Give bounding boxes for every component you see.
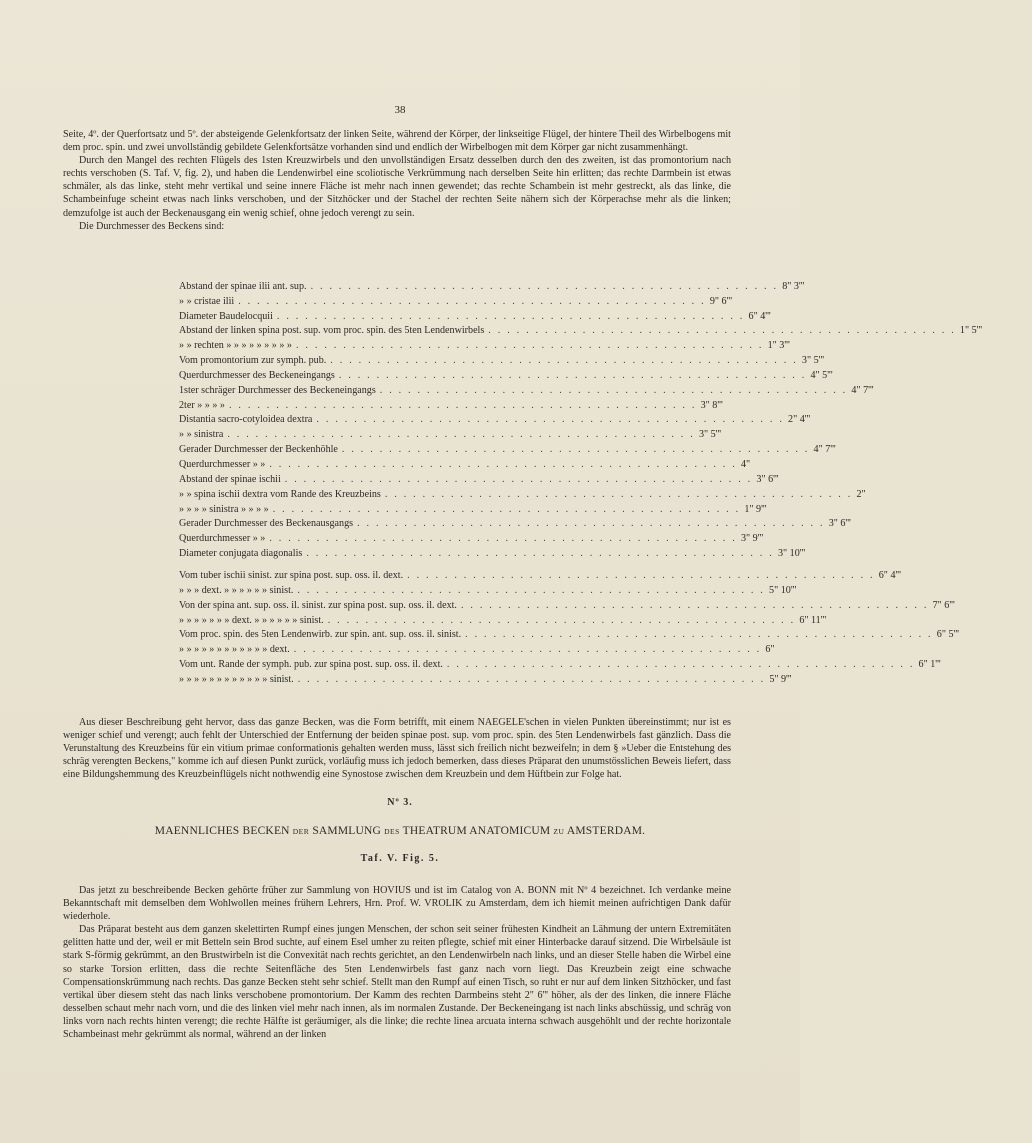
- leader-dots: . . . . . . . . . . . . . . . . . . . . . . . . . . . . . . . . . . . . . . . . . . . . . . . . . .: [384, 488, 853, 500]
- leader-dots: . . . . . . . . . . . . . . . . . . . . . . . . . . . . . . . . . . . . . . . . . . . . . . . . . .: [465, 629, 933, 641]
- measurements-table-a: [179, 277, 983, 560]
- measurement-row: [179, 292, 733, 307]
- measurement-label: » » » dext. » » » » » » sinist.: [179, 584, 294, 596]
- leader-dots: . . . . . . . . . . . . . . . . . . . . . . . . . . . . . . . . . . . . . . . . . . . . . . . . . .: [228, 399, 697, 411]
- leader-dots: . . . . . . . . . . . . . . . . . . . . . . . . . . . . . . . . . . . . . . . . . . . . . . . . . .: [379, 384, 848, 396]
- measurement-row: [179, 322, 983, 337]
- measurement-label: » » rechten » » » » » » » » »: [179, 340, 292, 352]
- measurement-label: Querdurchmesser des Beckeneingangs: [179, 369, 335, 381]
- measurement-row: [179, 440, 836, 456]
- measurement-value: 2" 4''': [788, 414, 811, 426]
- leader-dots: . . . . . . . . . . . . . . . . . . . . . . . . . . . . . . . . . . . . . . . . . . . . . . . . . .: [460, 599, 929, 611]
- heading-des: DES: [384, 827, 400, 836]
- leader-dots: . . . . . . . . . . . . . . . . . . . . . . . . . . . . . . . . . . . . . . . . . . . . . . . . . .: [269, 533, 737, 545]
- measurement-row: [179, 596, 955, 611]
- measurement-value: 8" 3''': [782, 280, 805, 292]
- leader-dots: . . . . . . . . . . . . . . . . . . . . . . . . . . . . . . . . . . . . . . . . . . . . . . . . . .: [407, 569, 875, 581]
- measurement-row: [179, 529, 764, 545]
- leader-dots: . . . . . . . . . . . . . . . . . . . . . . . . . . . . . . . . . . . . . . . . . . . . . . . . . .: [284, 473, 753, 485]
- measurement-row: [179, 500, 767, 515]
- measurement-label: Abstand der spinae ilii ant. sup.: [179, 280, 307, 292]
- measurement-value: 6" 5''': [936, 629, 959, 641]
- measurement-label: Von der spina ant. sup. oss. il. sinist. zur spina post. sup. oss. il. dext.: [179, 599, 457, 611]
- measurement-label: Diameter Baudelocquii: [179, 310, 273, 322]
- measurement-value: 4": [740, 458, 751, 470]
- leader-dots: . . . . . . . . . . . . . . . . . . . . . . . . . . . . . . . . . . . . . . . . . . . . . . . . . .: [297, 584, 766, 596]
- intro-paragraph-2: Durch den Mangel des rechten Flügels des 1sten Kreuzwirbels und den unvollständigen Ersatz desselben durch den des zweiten, ist das promontorium nach rechts verschoben (S. Taf. V, fig. 2), und haben die Lendenwirbel eine scoliotische Verkrümmung nach derselben Seite hin erlitten; das rechte Darmbein ist etwas schmäler, als das linke, steht mehr vertikal und seine innere Fläche ist mehr nach innen gewendet; das rechte Schambein ist mehr gestreckt, als das linke, die Schambeinfuge scheint etwas nach links verschoben, und der Sitzhöcker und der Stachel der rechten Seite nähern sich der Körperachse mehr als die linken; demzufolge ist auch der Beckenausgang ein wenig schief, ohne jedoch verengt zu sein.: [63, 155, 731, 219]
- measurement-label: 1ster schräger Durchmesser des Beckeneingangs: [179, 384, 376, 396]
- measurement-label: 2ter » » » »: [179, 399, 225, 411]
- leader-dots: . . . . . . . . . . . . . . . . . . . . . . . . . . . . . . . . . . . . . . . . . . . . . . . . . .: [338, 369, 807, 381]
- measurement-value: 3" 6''': [828, 518, 851, 530]
- measurement-value: 6" 4''': [748, 310, 771, 322]
- section-number: Nº 3.: [387, 797, 413, 808]
- measurement-value: 3" 6''': [756, 473, 779, 485]
- measurement-label: » » cristae ilii: [179, 295, 235, 307]
- measurement-value: 3" 5''': [698, 429, 722, 441]
- measurement-value: 5" 10''': [769, 584, 797, 596]
- measurement-value: 4" 5''': [810, 369, 833, 381]
- measurement-row: [179, 611, 827, 626]
- leader-dots: . . . . . . . . . . . . . . . . . . . . . . . . . . . . . . . . . . . . . . . . . . . . . . . . . .: [330, 355, 798, 367]
- measurement-value: 3" 9''': [740, 533, 764, 545]
- page-number: 38: [394, 104, 406, 116]
- section-heading: [0, 825, 800, 837]
- measurement-value: 4" 7''': [813, 444, 836, 456]
- heading-zu: ZU: [553, 827, 565, 836]
- measurements-table-b: [179, 566, 959, 686]
- measurement-label: Gerader Durchmesser des Beckenausgangs: [179, 518, 354, 530]
- measurement-label: Vom unt. Rande der symph. pub. zur spina post. sup. oss. il. dext.: [179, 659, 443, 671]
- measurement-label: » » spina ischii dextra vom Rande des Kreuzbeins: [179, 488, 381, 500]
- leader-dots: . . . . . . . . . . . . . . . . . . . . . . . . . . . . . . . . . . . . . . . . . . . . . . . . . .: [327, 614, 796, 626]
- measurement-value: 1" 5''': [959, 325, 983, 337]
- measurement-row: [179, 336, 790, 352]
- conclusion-text: [63, 716, 731, 781]
- measurement-label: Querdurchmesser » »: [179, 533, 266, 545]
- leader-dots: . . . . . . . . . . . . . . . . . . . . . . . . . . . . . . . . . . . . . . . . . . . . . . . . . .: [446, 659, 915, 671]
- body-text: [63, 884, 731, 1041]
- measurement-label: » » » » » » » » » » » » dext.: [179, 644, 290, 656]
- measurement-row: [179, 307, 771, 322]
- measurement-row: [179, 640, 775, 656]
- measurement-row: [179, 411, 811, 426]
- measurement-row: [179, 626, 959, 641]
- measurement-label: » » » » » » » dext. » » » » » » sinist.: [179, 614, 324, 626]
- measurement-row: [179, 566, 901, 581]
- leader-dots: . . . . . . . . . . . . . . . . . . . . . . . . . . . . . . . . . . . . . . . . . . . . . . . . . .: [276, 310, 745, 322]
- measurement-value: 5" 9''': [769, 674, 792, 686]
- leader-dots: . . . . . . . . . . . . . . . . . . . . . . . . . . . . . . . . . . . . . . . . . . . . . . . . . .: [310, 280, 779, 292]
- measurement-label: Diameter conjugata diagonalis: [179, 548, 303, 560]
- measurement-label: » » » » » » » » » » » » sinist.: [179, 674, 294, 686]
- measurement-value: 3" 8''': [700, 399, 723, 411]
- heading-part-1: MAENNLICHES BECKEN: [154, 825, 290, 837]
- measurement-label: Abstand der spinae ischii: [179, 473, 281, 485]
- intro-paragraph-3: Die Durchmesser des Beckens sind:: [79, 220, 225, 232]
- measurement-row: [179, 366, 833, 381]
- measurement-value: 6": [765, 644, 775, 656]
- leader-dots: . . . . . . . . . . . . . . . . . . . . . . . . . . . . . . . . . . . . . . . . . . . . . . . . . .: [227, 429, 695, 441]
- measurement-row: [179, 485, 866, 500]
- measurement-row: [179, 544, 806, 560]
- leader-dots: . . . . . . . . . . . . . . . . . . . . . . . . . . . . . . . . . . . . . . . . . . . . . . . . . .: [306, 548, 774, 560]
- measurement-row: [179, 351, 825, 367]
- measurement-row: [179, 655, 941, 671]
- intro-paragraph-1: Seite, 4º. der Querfortsatz und 5º. der absteigende Gelenkfortsatz der linken Seite, während der Körper, der linkseitige Flügel, der hintere Theil des Wirbelbogens mit dem proc. spin. und zwei unvollständig gebildete Gelenkfortsätze vorhanden sind und endlich der Wirbelbogen mit dem Körper gar nicht zusammenhängt.: [63, 129, 731, 154]
- measurement-label: Abstand der linken spina post. sup. vom proc. spin. des 5ten Lendenwirbels: [179, 325, 485, 337]
- body-paragraph-1: Das jetzt zu beschreibende Becken gehörte früher zur Sammlung von HOVIUS und ist im Catalog von A. BONN mit Nº 4 bezeichnet. Ich verdanke meine Bekanntschaft mit demselben dem Wohlwollen meines frühern Lehrers, Hrn. Prof. W. VROLIK zu Amsterdam, dem ich hiemit meinen aufrichtigen Dank dafür wiederhole.: [63, 885, 731, 923]
- measurement-row: [179, 277, 805, 292]
- measurement-value: 3" 5''': [801, 355, 825, 367]
- leader-dots: . . . . . . . . . . . . . . . . . . . . . . . . . . . . . . . . . . . . . . . . . . . . . . . . . .: [297, 674, 766, 686]
- measurement-value: 7" 6''': [932, 599, 955, 611]
- measurement-label: Distantia sacro-cotyloidea dextra: [179, 414, 313, 426]
- intro-text: [63, 128, 731, 233]
- leader-dots: . . . . . . . . . . . . . . . . . . . . . . . . . . . . . . . . . . . . . . . . . . . . . . . . . .: [316, 414, 785, 426]
- measurement-label: Querdurchmesser » »: [179, 458, 266, 470]
- leader-dots: . . . . . . . . . . . . . . . . . . . . . . . . . . . . . . . . . . . . . . . . . . . . . . . . . .: [272, 503, 741, 515]
- measurement-label: Vom promontorium zur symph. pub.: [179, 355, 327, 367]
- measurement-row: [179, 455, 751, 470]
- measurement-value: 1" 3''': [767, 340, 790, 352]
- leader-dots: . . . . . . . . . . . . . . . . . . . . . . . . . . . . . . . . . . . . . . . . . . . . . . . . . .: [269, 458, 737, 470]
- measurement-value: 4" 7''': [851, 384, 874, 396]
- measurement-row: [179, 515, 851, 530]
- leader-dots: . . . . . . . . . . . . . . . . . . . . . . . . . . . . . . . . . . . . . . . . . . . . . . . . . .: [295, 340, 764, 352]
- leader-dots: . . . . . . . . . . . . . . . . . . . . . . . . . . . . . . . . . . . . . . . . . . . . . . . . . .: [293, 644, 762, 656]
- measurement-row: [179, 425, 722, 441]
- measurement-row: [179, 581, 797, 596]
- measurement-value: 1" 9''': [744, 503, 767, 515]
- measurement-value: 2": [856, 488, 866, 500]
- measurement-row: [179, 670, 792, 686]
- leader-dots: . . . . . . . . . . . . . . . . . . . . . . . . . . . . . . . . . . . . . . . . . . . . . . . . . .: [357, 518, 825, 530]
- conclusion-paragraph: Aus dieser Beschreibung geht hervor, dass das ganze Becken, was die Form betrifft, mit einem NAEGELE'schen in vielen Punkten übereinstimmt; nur ist es weniger schief und verengt; auch fehlt der Unterschied der Entfernung der beiden spinae post. sup. vom proc. spin. des 5ten Lendenwirbels fast gänzlich. Dass die Verunstaltung des Kreuzbeins für ein vitium primae conformationis gehalten werden muss, lässt sich freilich nicht bezweifeln; in dem § »Ueber die Entstehung des schräg verengten Beckens," komme ich auf diesen Punkt zurück, vorläufig muss ich jedoch bemerken, dass dieses Präparat den unumstösslichen Beweis liefert, dass eine Bildungshemmung des Kreuzbeinflügels nicht nothwendig eine Synostose zwischen dem Kreuzbein und dem Hüftbein zur Folge hat.: [63, 717, 731, 781]
- measurement-label: » » » » sinistra » » » »: [179, 503, 269, 515]
- heading-part-4: AMSTERDAM.: [566, 825, 646, 837]
- measurement-row: [179, 381, 874, 396]
- figure-reference: Taf. V. Fig. 5.: [360, 853, 440, 864]
- measurement-row: [179, 396, 723, 411]
- leader-dots: . . . . . . . . . . . . . . . . . . . . . . . . . . . . . . . . . . . . . . . . . . . . . . . . . .: [238, 295, 706, 307]
- heading-part-3: THEATRUM ANATOMICUM: [402, 825, 551, 837]
- measurement-label: Gerader Durchmesser der Beckenhöhle: [179, 444, 338, 456]
- measurement-value: 6" 4''': [878, 569, 901, 581]
- leader-dots: . . . . . . . . . . . . . . . . . . . . . . . . . . . . . . . . . . . . . . . . . . . . . . . . . .: [488, 325, 956, 337]
- leader-dots: . . . . . . . . . . . . . . . . . . . . . . . . . . . . . . . . . . . . . . . . . . . . . . . . . .: [341, 444, 810, 456]
- body-paragraph-2: Das Präparat besteht aus dem ganzen skelettirten Rumpf eines jungen Menschen, der schon seit seiner frühesten Kindheit an Lähmung der untern Extremitäten gelitten hatte und der, weil er mit Betteln sein Brod suchte, auf einem Esel umher zu reiten pflegte, schief mit einer Hinterbacke darauf sitzend. Die Wirbelsäule ist stark S-förmig gekrümmt, an den Brustwirbeln ist die Convexität nach rechts gerichtet, an den Lendenwirbeln nach links, und an dieser Stelle haben die Wirbel eine so starke Torsion erlitten, dass die rechte Seitenfläche des 5ten Lendenwirbels fast ganz nach vorn liegt. Das Kreuzbein zeigt eine schwache Compensationskrümmung nach rechts. Das ganze Becken steht sehr schief. Stellt man den Rumpf auf einen Tisch, so ruht er nur auf dem linken Sitzhöcker, und fast vertikal über diesem steht das nach links verschobene promontorium. Der Kamm des rechten Darmbeins steht 2" 6''' höher, als der des linken, die innere Fläche desselben schaut mehr nach vorn, und die des linken viel mehr nach innen, als im normalen Zustande. Der Beckeneingang ist nach links abschüssig, und schräg von links vorn nach rechts hinten verengt; die rechte Hälfte ist geräumiger, als die linke; die rechte linea arcuata interna schwach ausgehöhlt und der rechte horizontale Schambeinast mehr gekrümmt als normal, während an der linken: [63, 924, 731, 1041]
- measurement-value: 6" 1''': [918, 659, 941, 671]
- heading-part-2: SAMMLUNG: [312, 825, 382, 837]
- measurement-label: » » sinistra: [179, 429, 224, 441]
- heading-der: DER: [292, 827, 310, 836]
- measurement-label: Vom proc. spin. des 5ten Lendenwirb. zur spin. ant. sup. oss. il. sinist.: [179, 629, 462, 641]
- measurement-value: 3" 10''': [777, 548, 806, 560]
- measurement-label: Vom tuber ischii sinist. zur spina post. sup. oss. il. dext.: [179, 569, 404, 581]
- measurement-value: 9" 6''': [709, 295, 733, 307]
- measurement-value: 6" 11''': [799, 614, 827, 626]
- measurement-row: [179, 470, 779, 485]
